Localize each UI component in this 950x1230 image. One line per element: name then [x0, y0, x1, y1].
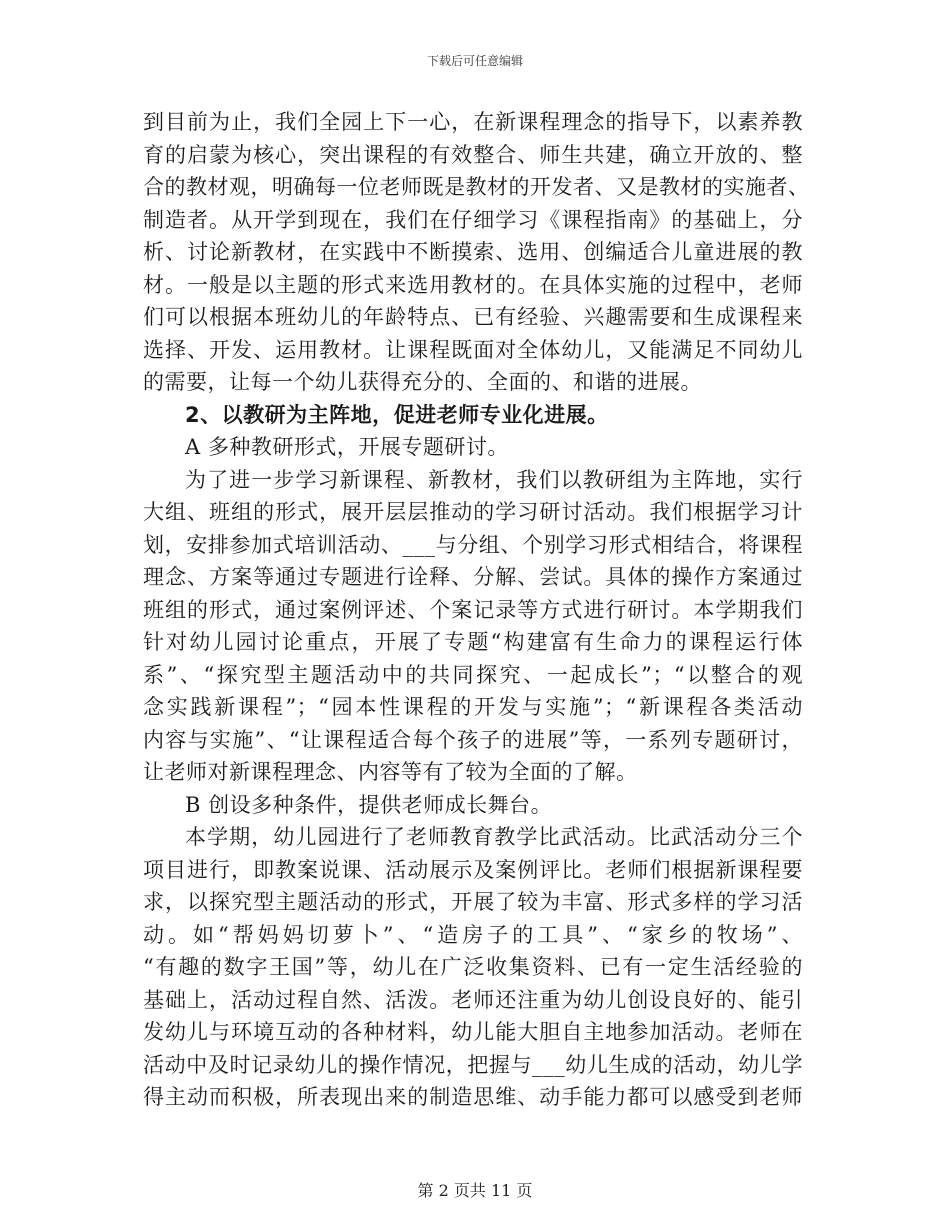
paragraph-line: 发幼儿与环境互动的各种材料，幼儿能大胆自主地参加活动。老师在: [143, 1020, 803, 1044]
paragraph-line: 选择、开发、运用教材。让课程既面对全体幼儿，又能满足不同幼儿: [143, 337, 803, 362]
paragraph-line: 得主动而积极，所表现出来的制造思维、动手能力都可以感受到老师: [143, 1085, 803, 1109]
paragraph-line: 划，安排参加式培训活动、___与分组、个别学习形式相结合，将课程: [143, 532, 803, 557]
paragraph-line: 为了进一步学习新课程、新教材，我们以教研组为主阵地，实行: [185, 467, 803, 492]
paragraph-line: 到目前为止，我们全园上下一心，在新课程理念的指导下，以素养教: [143, 110, 803, 134]
page-footer: 第 2 页共 11 页: [417, 1181, 533, 1200]
paragraph-line: 的需要，让每一个幼儿获得充分的、全面的、和谐的进展。: [143, 370, 702, 394]
paragraph-line: “有趣的数字王国”等，幼儿在广泛收集资料、已有一定生活经验的: [143, 955, 803, 979]
paragraph-line: 材。一般是以主题的形式来选用教材的。在具体实施的过程中，老师: [143, 272, 803, 297]
paragraph-line: 系”、“探究型主题活动中的共同探究、一起成长”；“以整合的观: [143, 662, 803, 687]
paragraph-line: 制造者。从开学到现在，我们在仔细学习《课程指南》的基础上，分: [143, 207, 803, 232]
document-body: [143, 106, 810, 1114]
paragraph-line: 析、讨论新教材，在实践中不断摸索、选用、创编适合儿童进展的教: [143, 240, 803, 264]
paragraph-line: 合的教材观，明确每一位老师既是教材的开发者、又是教材的实施者、: [143, 175, 810, 199]
paragraph-line: 求，以探究型主题活动的形式，开展了较为丰富、形式多样的学习活: [143, 890, 803, 914]
paragraph-line: 动。如“帮妈妈切萝卜”、“造房子的工具”、“家乡的牧场”、: [143, 922, 803, 947]
paragraph-line: 针对幼儿园讨论重点，开展了专题“构建富有生命力的课程运行体: [143, 630, 803, 654]
page-header: 下载后可任意编辑: [426, 54, 523, 68]
section-heading: 2、以教研为主阵地，促进老师专业化进展。: [185, 402, 609, 427]
paragraph-line: 育的启蒙为核心，突出课程的有效整合、师生共建，确立开放的、整: [143, 142, 803, 167]
paragraph-line: 让老师对新课程理念、内容等有了较为全面的了解。: [143, 760, 638, 784]
subsection-heading: A 多种教研形式，开展专题研讨。: [185, 435, 509, 459]
paragraph-line: 项目进行，即教案说课、活动展示及案例评比。老师们根据新课程要: [143, 857, 803, 882]
paragraph-line: 活动中及时记录幼儿的操作情况，把握与___幼儿生成的活动，幼儿学: [143, 1052, 803, 1077]
subsection-heading: B 创设多种条件，提供老师成长舞台。: [185, 792, 553, 817]
paragraph-line: 基础上，活动过程自然、活泼。老师还注重为幼儿创设良好的、能引: [143, 987, 803, 1012]
paragraph-line: 大组、班组的形式，展开层层推动的学习研讨活动。我们根据学习计: [143, 500, 803, 524]
paragraph-line: 理念、方案等通过专题进行诠释、分解、尝试。具体的操作方案通过: [143, 565, 803, 589]
paragraph-line: 本学期，幼儿园进行了老师教育教学比武活动。比武活动分三个: [185, 825, 803, 849]
paragraph-line: 念实践新课程”；“园本性课程的开发与实施”；“新课程各类活动: [143, 695, 803, 719]
paragraph-line: 班组的形式，通过案例评述、个案记录等方式进行研讨。本学期我们: [143, 597, 803, 622]
paragraph-line: 内容与实施”、“让课程适合每个孩子的进展”等，一系列专题研讨，: [143, 727, 803, 752]
paragraph-line: 们可以根据本班幼儿的年龄特点、已有经验、兴趣需要和生成课程来: [143, 305, 803, 329]
